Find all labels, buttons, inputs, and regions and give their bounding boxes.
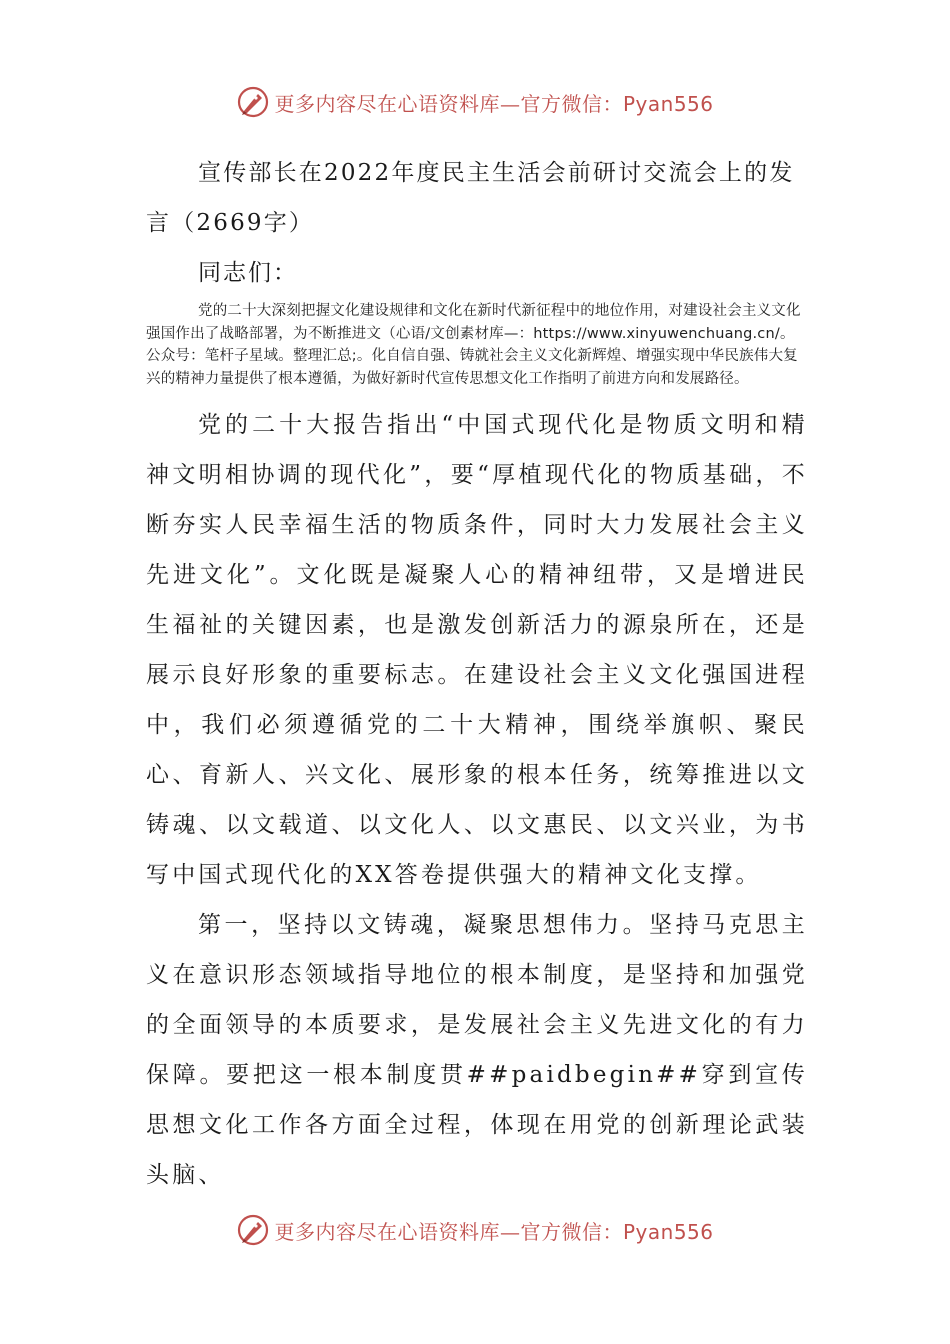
pen-nib-icon	[236, 85, 270, 119]
wechat-id: Pyan556	[622, 91, 714, 116]
paragraph-1: 党的二十大报告指出“中国式现代化是物质文明和精神文明相协调的现代化”，要“厚植现代化的物质基础，不断夯实人民幸福生活的物质条件，同时大力发展社会主义先进文化”。文化既是凝聚人心的精神纽带，又是增进民生福祉的关键因素，也是激发创新活力的源泉所在，还是展示良好形象的重要标志。在建设社会主义文化强国进程中，我们必须遵循党的二十大精神，围绕举旗帜、聚民心、育新人、兴文化、展形象的根本任务，统筹推进以文铸魂、以文载道、以文化人、以文惠民、以文兴业，为书写中国式现代化的XX答卷提供强大的精神文化支撑。	[146, 412, 808, 888]
intro-paragraph: 党的二十大深刻把握文化建设规律和文化在新时代新征程中的地位作用，对建设社会主义文化强国作出了战略部署，为不断推进文（心语/文创素材库—：https://www.xinyuwenchuang.cn/。公众号：笔杆子星域。整理汇总;。化自信自强、铸就社会主义文化新辉煌、增强实现中华民族伟大复兴的精神力量提供了根本遵循，为做好新时代宣传思想文化工作指明了前进方向和发展路径。	[146, 303, 801, 387]
wechat-id: Pyan556	[622, 1219, 714, 1244]
greeting: 同志们：	[198, 260, 298, 286]
document-body	[146, 148, 808, 1200]
banner-text: 更多内容尽在心语资料库—官方微信：Pyan556	[274, 91, 714, 116]
footer-banner	[0, 1210, 950, 1250]
pen-nib-icon	[236, 1213, 270, 1247]
document-title: 宣传部长在2022年度民主生活会前研讨交流会上的发言（2669字）	[146, 160, 795, 236]
paragraph-2: 第一，坚持以文铸魂，凝聚思想伟力。坚持马克思主义在意识形态领域指导地位的根本制度，是坚持和加强党的全面领导的本质要求，是发展社会主义先进文化的有力保障。要把这一根本制度贯##paidbegin##穿到宣传思想文化工作各方面全过程，体现在用党的创新理论武装头脑、	[146, 912, 808, 1188]
banner-text: 更多内容尽在心语资料库—官方微信：Pyan556	[274, 1219, 714, 1244]
header-banner	[0, 82, 950, 122]
